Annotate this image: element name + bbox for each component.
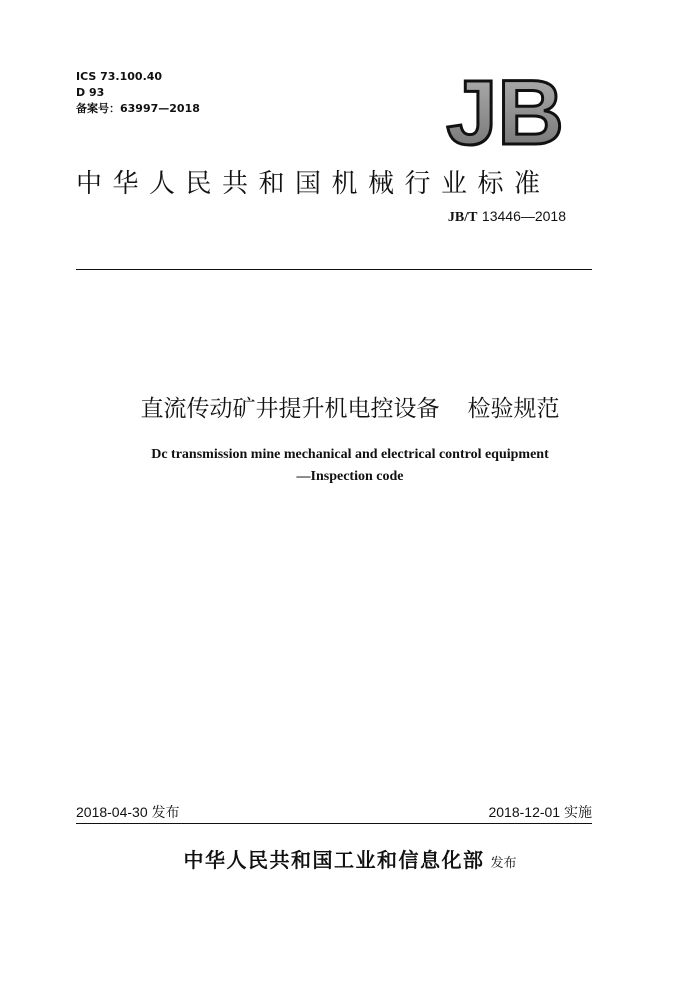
- implementation-date: 2018-12-01 实施: [488, 804, 592, 820]
- title-english-line2: —Inspection code: [296, 469, 404, 484]
- ics-code: ICS 73.100.40: [76, 70, 163, 83]
- record-number: 备案号：63997—2018: [76, 102, 200, 115]
- title-chinese-sub: 检验规范: [467, 396, 560, 422]
- title-english-line1: Dc transmission mine mechanical and electrical control equipment: [151, 447, 549, 462]
- standard-code-number: 13446—2018: [481, 208, 566, 224]
- publisher-name: 中华人民共和国工业和信息化部: [183, 848, 485, 872]
- classification-code: D 93: [76, 86, 105, 99]
- title-chinese-main: 直流传动矿井提升机电控设备: [140, 396, 440, 422]
- header-divider: [76, 269, 592, 270]
- issue-date: 2018-04-30 发布: [76, 804, 180, 820]
- publisher-verb: 发布: [490, 856, 517, 871]
- jb-logo: [440, 68, 570, 154]
- publisher: [0, 844, 700, 873]
- logo-text: JB: [446, 68, 564, 154]
- footer-divider: [76, 823, 592, 824]
- standard-code-prefix: JB/T: [447, 210, 478, 225]
- title-chinese: [0, 390, 700, 423]
- standard-category: 中华人民共和国机械行业标准: [76, 169, 551, 199]
- standard-code: [448, 208, 566, 226]
